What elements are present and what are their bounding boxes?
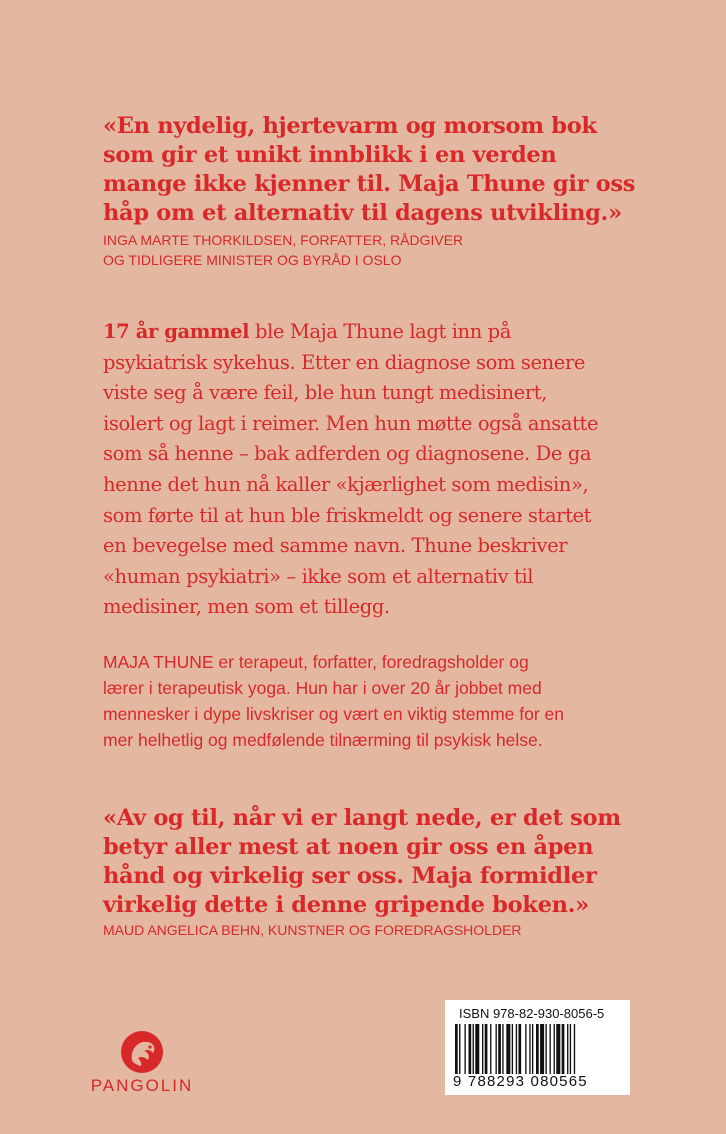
quote-top-line: håp om et alternativ til dagens utvikling.» — [103, 200, 622, 226]
quote-top-line: som gir et unikt innblikk i en verden — [103, 142, 557, 168]
quote-bottom-line: betyr aller mest at noen gir oss en åpen — [103, 834, 594, 860]
bio-line: lærer i terapeutisk yoga. Hun har i over 20 år jobbet med — [103, 678, 542, 698]
book-description — [103, 317, 663, 623]
bio-line: mer helhetlig og medfølende tilnærming til psykisk helse. — [103, 730, 543, 750]
quote-bottom-line: hånd og virkelig ser oss. Maja formidler — [103, 863, 597, 889]
quote-bottom-attribution — [103, 920, 663, 940]
quote-top-attribution — [103, 230, 663, 270]
bio-line: mennesker i dype livskriser og vært en viktig stemme for en — [103, 704, 564, 724]
description-line: viste seg å være feil, ble hun tungt medisinert, — [103, 381, 547, 405]
quote-top-line: «En nydelig, hjertevarm og morsom bok — [103, 113, 597, 139]
publisher-name: PANGOLIN — [90, 1076, 194, 1095]
quote-top — [103, 112, 636, 228]
author-bio — [103, 649, 663, 753]
publisher-logo — [80, 1030, 210, 1100]
barcode-digits: 9 788293 080565 — [453, 1073, 588, 1090]
description-line — [103, 317, 663, 348]
isbn-barcode — [445, 1000, 630, 1095]
quote-bottom-line: virkelig dette i denne gripende boken.» — [103, 892, 589, 918]
attribution-line: MAUD ANGELICA BEHN, KUNSTNER OG FOREDRAGSHOLDER — [103, 922, 522, 938]
quote-bottom-line: «Av og til, når vi er langt nede, er det som — [103, 805, 621, 831]
barcode-bars — [453, 1024, 623, 1074]
description-line: som førte til at hun ble friskmeldt og senere startet — [103, 503, 592, 527]
description-line: «human psykiatri» – ikke som et alternativ til — [103, 564, 534, 588]
description-lead-rest: ble Maja Thune lagt inn på — [249, 320, 511, 343]
description-line: psykiatrisk sykehus. Etter en diagnose som senere — [103, 350, 585, 374]
description-line: isolert og lagt i reimer. Men hun møtte også ansatte — [103, 411, 599, 435]
isbn-label: ISBN 978-82-930-8056-5 — [459, 1006, 605, 1021]
description-line: medisiner, men som et tillegg. — [103, 595, 390, 619]
description-lead: 17 år gammel — [103, 320, 250, 343]
description-line: henne det hun nå kaller «kjærlighet som medisin», — [103, 472, 589, 496]
bio-line: MAJA THUNE er terapeut, forfatter, foredragsholder og — [103, 652, 529, 672]
attribution-line: INGA MARTE THORKILDSEN, FORFATTER, RÅDGIVER — [103, 232, 464, 248]
pangolin-logo-icon — [120, 1030, 164, 1074]
quote-top-line: mange ikke kjenner til. Maja Thune gir oss — [103, 171, 636, 197]
description-line: som så henne – bak adferden og diagnosene. De ga — [103, 442, 592, 466]
quote-bottom — [103, 804, 623, 920]
attribution-line: OG TIDLIGERE MINISTER OG BYRÅD I OSLO — [103, 252, 402, 268]
description-line: en bevegelse med samme navn. Thune beskriver — [103, 534, 568, 558]
